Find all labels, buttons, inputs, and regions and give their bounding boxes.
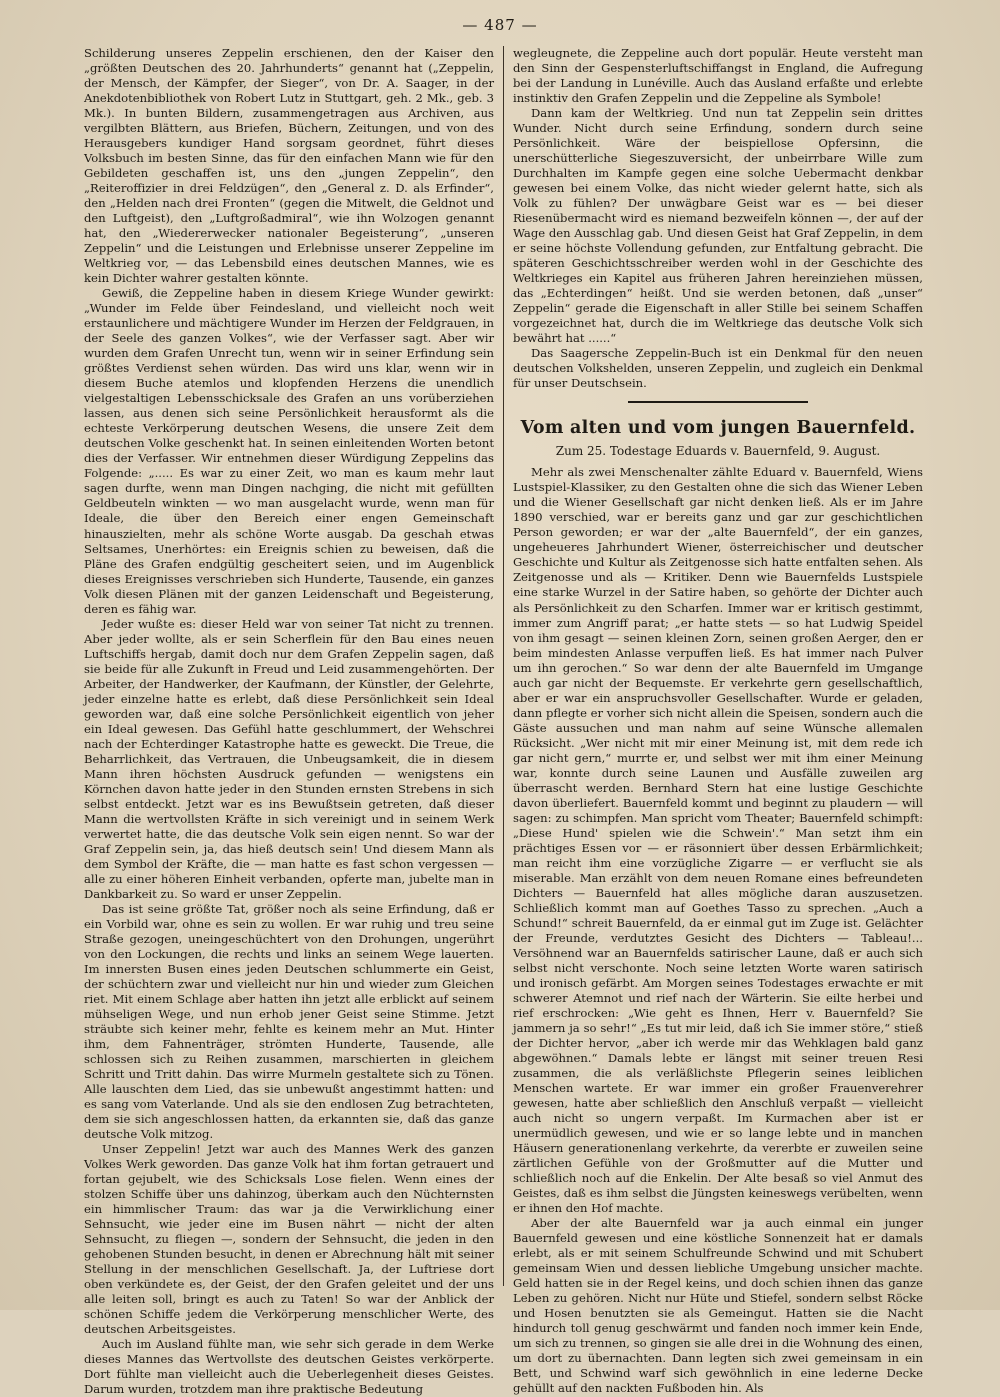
article-subtitle: Zum 25. Todestage Eduards v. Bauernfeld, 9. August.	[555, 444, 881, 459]
paragraph: Aber der alte Bauernfeld war ja auch einmal ein junger Bauernfeld gewesen und eine köstliche Sonnenzeit hat er damals erlebt, als er mit seinem Schulfreunde Schwind und mit Schubert gemeinsam Wien und dessen liebliche Umgebung unsicher machte. Geld hatten sie in der Regel keins, und doch schien ihnen das ganze Leben zu gehören. Nicht nur Hüte und Stiefel, sondern selbst Röcke und Hosen benutzten sie als Gemeingut. Hatten sie die Nacht hindurch toll genug geschwärmt und fanden noch immer kein Ende, um sich zu trennen, so gingen sie alle drei in die Wohnung des einen, um dort zu übernachten. Dann legten sich zwei gemeinsam in ein Bett, und Schwind warf sich gewöhnlich in eine lederne Decke gehüllt auf den nackten Fußboden hin. Als	[513, 1216, 923, 1396]
paragraph: Das ist seine größte Tat, größer noch als seine Erfindung, daß er ein Vorbild war, ohne es sein zu wollen. Er war ruhig und treu seine Straße gezogen, uneingeschüchtert von den Drohungen, ungerührt von den Lockungen, die rechts und links an seinem Wege lauerten. Im innersten Busen eines jeden Deutschen schlummerte ein Geist, der schüchtern zwar und vielleicht nur hin und wieder zum Gleichen riet. Mit einem Schlage aber hatten ihn jetzt alle erblickt auf seinem mühseligen Wege, und nun erhob jener Geist seine Stimme. Jetzt sträubte sich keiner mehr, fehlte es keinem mehr an Mut. Hinter ihm, dem Fahnenträger, strömten Hunderte, Tausende, alle schlossen sich zu Reihen zusammen, marschierten in gleichem Schritt und Tritt dahin. Das wirre Murmeln gestaltete sich zu Tönen. Alle lauschten dem Lied, das sie unbewußt angestimmt hatten: und es sang vom Vaterlande. Und als sie den endlosen Zug betrachteten, dem sie sich angeschlossen hatten, da erkannten sie, daß das ganze deutsche Volk mitzog.	[84, 901, 494, 1142]
page-number: — 487 —	[462, 16, 538, 34]
right-column	[513, 46, 923, 1396]
paragraph: Unser Zeppelin! Jetzt war auch des Mannes Werk des ganzen Volkes Werk geworden. Das ganze Volk hat ihm fortan getrauert und fortan gejubelt, wie des Schicksals Lose fielen. Wenn eines der stolzen Schiffe über uns dahinzog, überkam auch den Nüchternsten ein himmlischer Traum: das war ja die Verwirklichung einer Sehnsucht, wie jeder eine im Busen nährt — nicht der alten Sehnsucht, zu fliegen —, sondern der Sehnsucht, die jeden in den gehobenen Stunden besucht, in denen er Abrechnung hält mit seiner Stellung in der menschlichen Gesellschaft. Ja, der Luftriese dort oben verkündete es, der Geist, der den Grafen geleitet und der uns alle leiten soll, bringt es auch zu Taten! So war der Anblick der schönen Schiffe jedem die Verkörperung menschlicher Werte, des deutschen Arbeitsgeistes.	[84, 1142, 494, 1337]
article-title: Vom alten und vom jungen Bauernfeld.	[520, 418, 916, 439]
column-divider	[503, 46, 504, 1286]
paragraph: Das Saagersche Zeppelin-Buch ist ein Denkmal für den neuen deutschen Volkshelden, unseren Zeppelin, und zugleich ein Denkmal für unser Deutschsein.	[513, 346, 923, 391]
paragraph: wegleugnete, die Zeppeline auch dort populär. Heute versteht man den Sinn der Gespensterluftschiffangst in England, die Aufregung bei der Landung in Lunéville. Auch das Ausland erfaßte und erlebte instinktiv den Grafen Zeppelin und die Zeppeline als Symbole!	[513, 46, 923, 106]
paragraph: Dann kam der Weltkrieg. Und nun tat Zeppelin sein drittes Wunder. Nicht durch seine Erfindung, sondern durch seine Persönlichkeit. Wäre der beispiellose Opfersinn, die unerschütterliche Siegeszuversicht, der unbeirrbare Wille zum Durchhalten im Kampfe gegen eine solche Uebermacht denkbar gewesen bei einem Volke, das nicht wieder gelernt hatte, sich als Volk zu fühlen? Der unwägbare Geist war es — bei dieser Riesenübermacht wird es niemand bezweifeln können —, der auf der Wage den Ausschlag gab. Und diesen Geist hat Graf Zeppelin, in dem er seine höchste Vollendung gefunden, zur Entfaltung gebracht. Die späteren Geschichtsschreiber werden wohl in der Geschichte des Weltkrieges ein Kapitel aus früheren Jahren hereinziehen müssen, das „Echterdingen“ heißt. Und sie werden betonen, daß „unser“ Zeppelin“ gerade die Eigenschaft in aller Stille bei seinem Schaffen vorgezeichnet hat, durch die im Weltkriege das deutsche Volk sich bewährt hat ......“	[513, 106, 923, 346]
section-rule	[628, 401, 808, 403]
paragraph: Schilderung unseres Zeppelin erschienen, den der Kaiser den „größten Deutschen des 20. Jahrhunderts“ genannt hat („Zeppelin, der Mensch, der Kämpfer, der Sieger“, von Dr. A. Saager, in der Anekdotenbibliothek von Robert Lutz in Stuttgart, geh. 2 Mk., geb. 3 Mk.). In bunten Bildern, zusammengetragen aus Archiven, aus vergilbten Blättern, aus Briefen, Büchern, Zeitungen, und von des Herausgebers kundiger Hand sorgsam geordnet, führt dieses Volksbuch im besten Sinne, das für den einfachen Mann wie für den Gebildeten geschaffen ist, uns den „jungen Zeppelin“, den „Reiteroffizier in drei Feldzügen“, den „General z. D. als Erfinder“, den „Helden nach drei Fronten“ (gegen die Mitwelt, die Geldnot und den Luftgeist), den „Luftgroßadmiral“, wie ihn Wolzogen genannt hat, den „Wiedererwecker nationaler Begeisterung“, „unseren Zeppelin“ und die Leistungen und Erlebnisse unserer Zeppeline im Weltkrieg vor, — das Lebensbild eines deutschen Mannes, wie es kein Dichter wahrer gestalten könnte.	[84, 46, 494, 286]
paragraph: Jeder wußte es: dieser Held war von seiner Tat nicht zu trennen. Aber jeder wollte, als er sein Scherflein für den Bau eines neuen Luftschiffs hergab, damit doch nur dem Grafen Zeppelin sagen, daß sie beide für alle Zukunft in Freud und Leid zusammengehörten. Der Arbeiter, der Handwerker, der Kaufmann, der Künstler, der Gelehrte, jeder einzelne hatte es erlebt, daß diese Persönlichkeit sein Ideal geworden war, daß eine solche Persönlichkeit eigentlich von jeher ein Ideal gewesen. Das Gefühl hatte geschlummert, der Wehschrei nach der Echterdinger Katastrophe hatte es geweckt. Die Treue, die Beharrlichkeit, das Vertrauen, die Unbeugsamkeit, die in diesem Mann ihren höchsten Ausdruck gefunden — wenigstens ein Körnchen davon hatte jeder in den Stunden ernsten Strebens in sich selbst entdeckt. Jetzt war es ins Bewußtsein getreten, daß dieser Mann die wertvollsten Kräfte in sich vereinigt und in seinem Werk verwertet hatte, die das deutsche Volk sein eigen nennt. So war der Graf Zeppelin sein, ja, das hieß deutsch sein! Und diesem Mann als dem Symbol der Kräfte, die — man hatte es fast schon vergessen — alle zu einer höheren Einheit verbanden, opferte man, jubelte man in Dankbarkeit zu. So ward er unser Zeppelin.	[84, 616, 494, 901]
paragraph: Mehr als zwei Menschenalter zählte Eduard v. Bauernfeld, Wiens Lustspiel-Klassiker, zu den Gestalten ohne die sich das Wiener Leben und die Wiener Gesellschaft gar nicht denken ließ. Als er im Jahre 1890 verschied, war er bereits ganz und gar zur geschichtlichen Person geworden; er war der „alte Bauernfeld“, der ein ganzes, ungeheueres Jahrhundert Wiener, österreichischer und deutscher Geschichte und Kultur als Zeitgenosse sich hatte entfalten sehen. Als Zeitgenosse und als — Kritiker. Denn wie Bauernfelds Lustspiele eine starke Wurzel in der Satire haben, so gehörte der Dichter auch als Persönlichkeit zu den Scharfen. Immer war er kritisch gestimmt, immer zum Angriff parat; „er hatte stets — so hat Ludwig Speidel von ihm gesagt — seinen kleinen Zorn, seinen großen Aerger, den er beim mindesten Anlasse verpuffen ließ. Es hat immer nach Pulver um ihn gerochen.“ So war denn der alte Bauernfeld im Umgange auch gar nicht der Bequemste. Er verkehrte gern gesellschaftlich, aber er war ein anspruchsvoller Gesellschafter. Wurde er geladen, dann pflegte er vorher sich nicht allein die Speisen, sondern auch die Gäste aussuchen und man nahm auf seine Wünsche allemalen Rücksicht. „Wer nicht mit mir einer Meinung ist, mit dem rede ich gar nicht gern,“ murrte er, und selbst wer mit ihm einer Meinung war, konnte durch seine Launen und Ausfälle zuweilen arg überrascht werden. Bernhard Stern hat eine lustige Geschichte davon überliefert. Bauernfeld kommt und beginnt zu plaudern — will sagen: zu schimpfen. Man spricht vom Theater; Bauernfeld schimpft: „Diese Hund' spielen wie die Schwein'.“ Man setzt ihm ein prächtiges Essen vor — er räsonniert über dessen Erbärmlichkeit; man reicht ihm eine vorzügliche Zigarre — er verflucht sie als miserable. Man erzählt von dem neuen Romane eines befreundeten Dichters — Bauernfeld hat alles mögliche daran auszusetzen. Schließlich kommt man auf Goethes Tasso zu sprechen. „Auch a Schund!“ schreit Bauernfeld, da er einmal gut im Zuge ist. Gelächter der Freunde, verdutztes Gesicht des Dichters — Tableau!... Versöhnend war an Bauernfelds satirischer Laune, daß er auch sich selbst nicht verschonte. Noch seine letzten Worte waren satirisch und ironisch gefärbt. Am Morgen seines Todestages erwachte er mit schwerer Atemnot und rief nach der Wärterin. Sie eilte herbei und rief erschrocken: „Wie geht es Ihnen, Herr v. Bauernfeld? Sie jammern ja so sehr!“ „Es tut mir leid, daß ich Sie immer störe,“ stieß der Dichter hervor, „aber ich werde mir das Wehklagen bald ganz abgewöhnen.“ Damals lebte er längst mit seiner treuen Resi zusammen, die als verläßlichste Pflegerin seines leiblichen Menschen wartete. Er war immer ein großer Frauenverehrer gewesen, hatte aber schließlich den Anschluß verpaßt — vielleicht auch nicht so ungern verpaßt. Im Kurmachen aber ist er unermüdlich gewesen, und wie er so lange lebte und in manchen Häusern generationenlang verkehrte, da vererbte er zuweilen seine zärtlichen Gefühle von der Großmutter auf die Mutter und schließlich noch auf die Enkelin. Der Alte besaß so viel Anmut des Geistes, daß es ihm selbst die Jüngsten keineswegs verübelten, wenn er ihnen den Hof machte.	[513, 465, 923, 1216]
paragraph: Auch im Ausland fühlte man, wie sehr sich gerade in dem Werke dieses Mannes das Wertvollste des deutschen Geistes verkörperte. Dort fühlte man vielleicht auch die Ueberlegenheit dieses Geistes. Darum wurden, trotzdem man ihre praktische Bedeutung	[84, 1337, 494, 1397]
paragraph: Gewiß, die Zeppeline haben in diesem Kriege Wunder gewirkt: „Wunder im Felde über Feindesland, und vielleicht noch weit erstaunlichere und mächtigere Wunder im Herzen der Feldgrauen, in der Seele des ganzen Volkes“, wie der Verfasser sagt. Aber wir wurden dem Grafen Unrecht tun, wenn wir in seiner Erfindung sein größtes Verdienst sehen würden. Das wird uns klar, wenn wir in diesem Buche atemlos und klopfenden Herzens die unendlich vielgestaltigen Lebensschicksale des Grafen an uns vorüberziehen lassen, aus denen sich seine Persönlichkeit herausformt als die echteste Verkörperung deutschen Wesens, die unsere Zeit dem deutschen Volke geschenkt hat. In seinen einleitenden Worten betont dies der Verfasser. Wir entnehmen dieser Würdigung Zeppelins das Folgende: „..... Es war zu einer Zeit, wo man es kaum mehr laut sagen durfte, wenn man Dingen nachging, die nicht mit gefüllten Geldbeuteln winkten — wo man ausgelacht wurde, wenn man für Ideale, die über den Bereich einer engen Gemeinschaft hinauszielten, mehr als schöne Worte ausgab. Da geschah etwas Seltsames, Unerhörtes: ein Ereignis schien zu beweisen, daß die Pläne des Grafen endgültig gescheitert seien, und im Augenblick dieses Ereignisses verschrieben sich Hunderte, Tausende, ein ganzes Volk diesen Plänen mit der ganzen Leidenschaft und Begeisterung, deren es fähig war.	[84, 286, 494, 616]
left-column	[84, 46, 494, 1397]
